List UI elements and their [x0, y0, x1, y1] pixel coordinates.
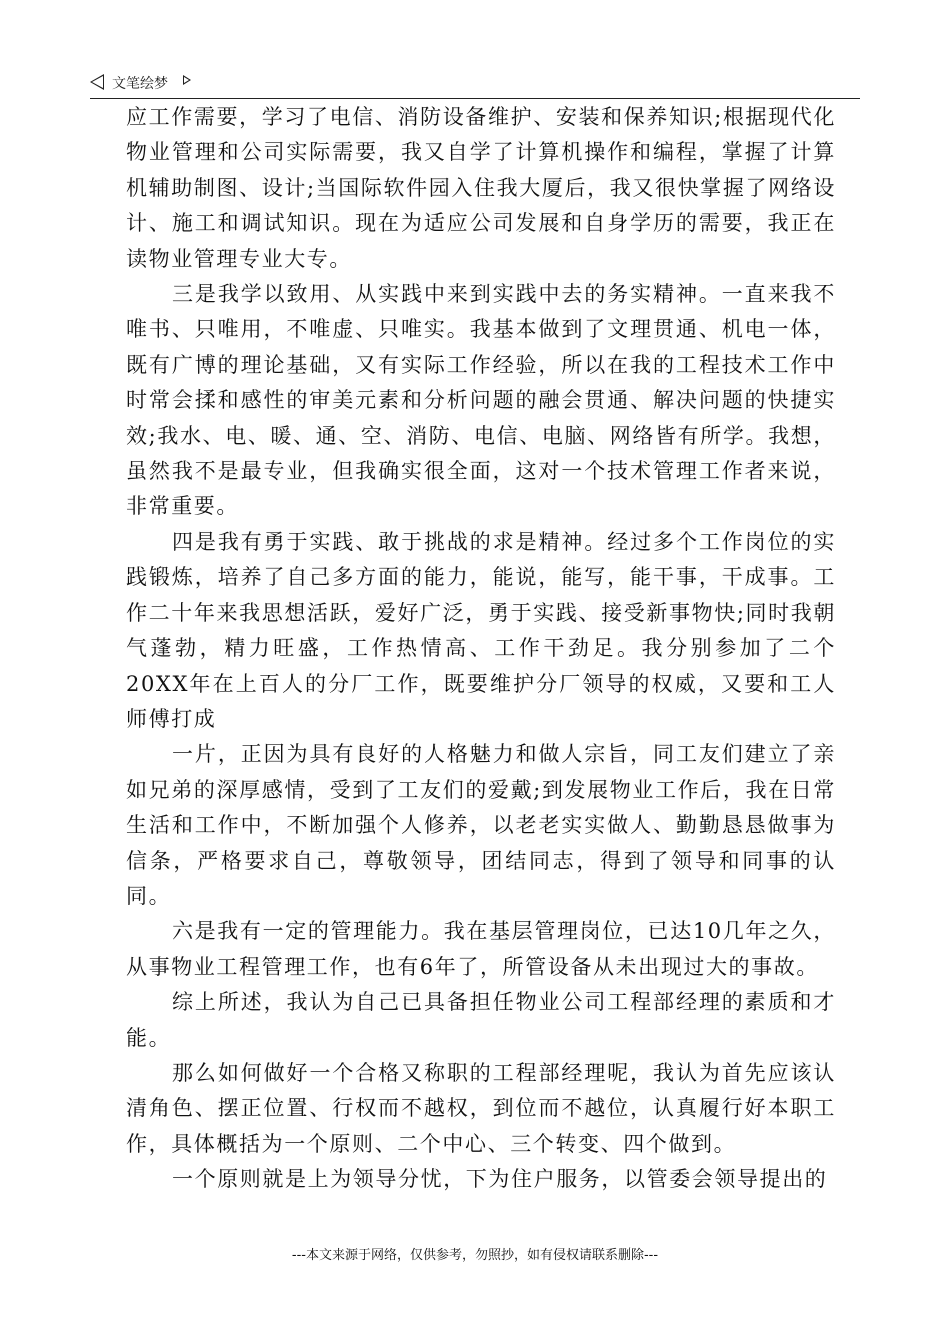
paragraph: 综上所述，我认为自己已具备担任物业公司工程部经理的素质和才能。 [126, 990, 836, 1050]
left-arrow-icon [90, 74, 104, 90]
paragraph: 那么如何做好一个合格又称职的工程部经理呢，我认为首先应该认清角色、摆正位置、行权而不越权，到位而不越位，认真履行好本职工作，具体概括为一个原则、二个中心、三个转变、四个做到。 [126, 1060, 836, 1156]
paragraph: 三是我学以致用、从实践中来到实践中去的务实精神。一直来我不唯书、只唯用，不唯虚、只唯实。我基本做到了文理贯通、机电一体，既有广博的理论基础，又有实际工作经验，所以在我的工程技术工作中时常会揉和感性的审美元素和分析问题的融会贯通、解决问题的快捷实效;我水、电、暖、通、空、消防、电信、电脑、网络皆有所学。我想，虽然我不是最专业，但我确实很全面，这对一个技术管理工作者来说，非常重要。 [126, 282, 836, 519]
paragraph: 应工作需要，学习了电信、消防设备维护、安装和保养知识;根据现代化物业管理和公司实际需要，我又自学了计算机操作和编程，掌握了计算机辅助制图、设计;当国际软件园入住我大厦后，我又很快掌握了网络设计、施工和调试知识。现在为适应公司发展和自身学历的需要，我正在读物业管理专业大专。 [126, 105, 836, 271]
paragraph: 一片，正因为具有良好的人格魅力和做人宗旨，同工友们建立了亲如兄弟的深厚感情，受到了工友们的爱戴;到发展物业工作后，我在日常生活和工作中，不断加强个人修养，以老老实实做人、勤勤恳恳做事为信条，严格要求自己，尊敬领导，团结同志，得到了领导和同事的认同。 [126, 742, 836, 908]
paragraph: 四是我有勇于实践、敢于挑战的求是精神。经过多个工作岗位的实践锻炼，培养了自己多方面的能力，能说，能写，能干事，干成事。工作二十年来我思想活跃，爱好广泛，勇于实践、接受新事物快;同时我朝气蓬勃，精力旺盛，工作热情高、工作干劲足。我分别参加了二个20XX年在上百人的分厂工作，既要维护分厂领导的权威，又要和工人师傅打成 [126, 529, 836, 731]
header-title: 文笔绘梦 [112, 76, 168, 92]
page-header [90, 70, 860, 99]
document-body [126, 100, 836, 1198]
right-arrow-icon [183, 75, 191, 85]
page-footer-disclaimer: ---本文来源于网络，仅供参考，勿照抄，如有侵权请联系删除--- [291, 1248, 659, 1263]
paragraph: 六是我有一定的管理能力。我在基层管理岗位，已达10几年之久，从事物业工程管理工作，也有6年了，所管设备从未出现过大的事故。 [126, 919, 836, 979]
paragraph: 一个原则就是上为领导分忧，下为住户服务，以管委会领导提出的 [172, 1167, 828, 1192]
